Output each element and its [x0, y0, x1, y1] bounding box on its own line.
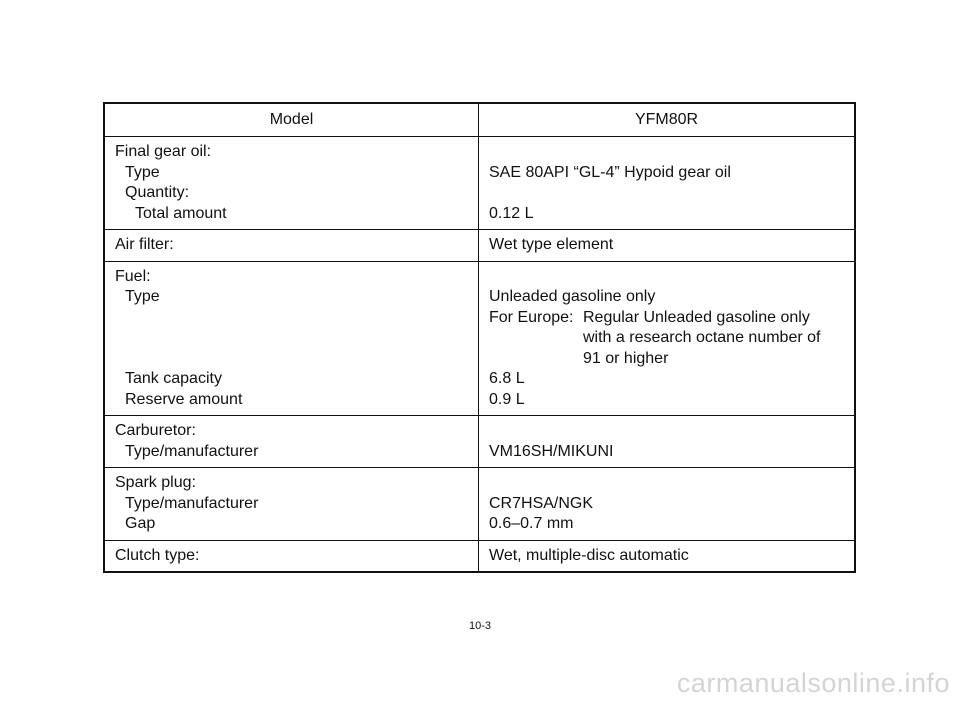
spec-value: 91 or higher [583, 349, 669, 367]
spec-label: Total amount [135, 204, 227, 222]
spec-value: 6.8 L [489, 370, 525, 387]
spec-label: Air filter: [115, 236, 174, 253]
table-row-fuel [105, 262, 854, 417]
spec-value: SAE 80API “GL-4” Hypoid gear oil [489, 163, 731, 181]
spec-label: Type [125, 288, 160, 305]
spec-values [479, 230, 854, 261]
spec-value: Unleaded gasoline only [489, 288, 656, 305]
spec-values [479, 137, 854, 229]
section-title: Spark plug: [115, 474, 196, 491]
watermark: carmanualsonline.info [676, 668, 950, 698]
spec-label: Reserve amount [125, 390, 243, 408]
spec-labels [105, 416, 479, 467]
spec-value: 0.12 L [489, 204, 534, 222]
spec-value: Wet type element [489, 236, 614, 253]
spec-value: VM16SH/MIKUNI [489, 442, 614, 460]
spec-label: Tank capacity [125, 370, 222, 387]
spec-value: with a research octane number of [583, 329, 821, 346]
spec-label: Type/manufacturer [125, 442, 259, 460]
spec-label: Type/manufacturer [125, 494, 259, 512]
table-row-carburetor [105, 416, 854, 468]
spec-label: Quantity: [125, 184, 190, 201]
spec-values [479, 416, 854, 467]
spec-value: 0.6–0.7 mm [489, 515, 574, 532]
table-row-clutch [105, 541, 854, 572]
spec-value: CR7HSA/NGK [489, 494, 594, 512]
table-header-row [105, 104, 854, 137]
spec-labels [105, 468, 479, 540]
spec-values [479, 468, 854, 540]
europe-label: For Europe: [489, 308, 574, 326]
spec-label: Gap [125, 515, 156, 532]
page-number: 10-3 [468, 620, 492, 632]
spec-labels [105, 262, 479, 416]
spec-table [103, 102, 856, 573]
section-title: Fuel: [115, 267, 151, 285]
spec-value: 0.9 L [489, 390, 525, 408]
spec-value: Regular Unleaded gasoline only [583, 308, 810, 326]
spec-labels [105, 230, 479, 261]
header-model-value: YFM80R [634, 111, 699, 128]
spec-labels [105, 137, 479, 229]
table-row-spark-plug [105, 468, 854, 541]
europe-spec [489, 308, 854, 329]
table-row-air-filter [105, 230, 854, 262]
table-row-final-gear-oil [105, 137, 854, 230]
header-model-label: Model [105, 104, 479, 136]
spec-values [479, 262, 854, 416]
spec-label: Clutch type: [115, 546, 200, 564]
spec-label: Type [125, 163, 160, 181]
spec-values [479, 541, 854, 572]
spec-labels [105, 541, 479, 572]
section-title: Final gear oil: [115, 143, 212, 160]
section-title: Carburetor: [115, 422, 196, 439]
spec-value: Wet, multiple-disc automatic [489, 546, 689, 564]
